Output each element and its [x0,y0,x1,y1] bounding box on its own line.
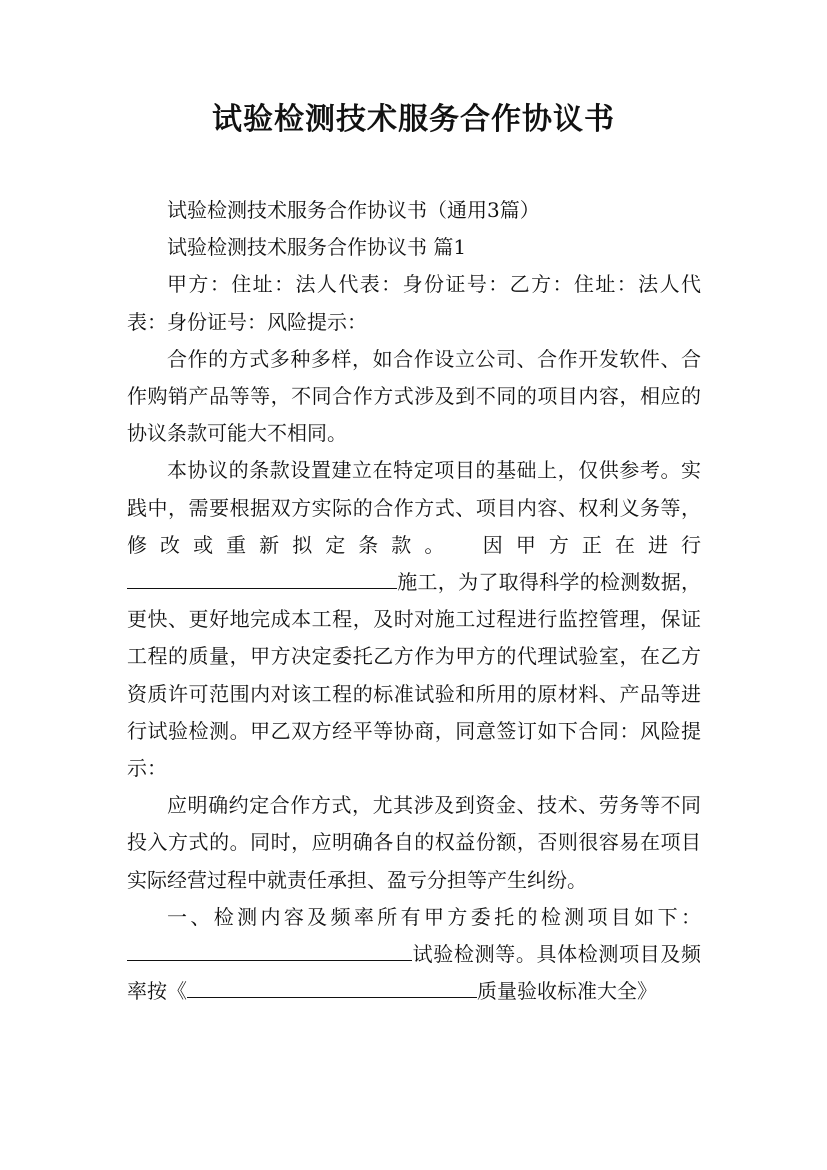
paragraph-risk-notice: 应明确约定合作方式，尤其涉及到资金、技术、劳务等不同投入方式的。同时，应明确各自的权益份额，否则很容易在项目实际经营过程中就责任承担、盈亏分担等产生纠纷。 [127,793,701,892]
paragraph-parties: 甲方：住址：法人代表：身份证号：乙方：住址：法人代表：身份证号：风险提示： [127,272,701,334]
fill-in-blank[interactable] [187,978,477,998]
text-segment: 试验检测等。具体检测项目及频率按《 [127,942,701,1004]
text-segment: 施工，为了取得科学的检测数据，更快、更好地完成本工程，及时对施工过程进行监控管理，保证工程的质量，甲方决定委托乙方作为甲方的代理试验室，在乙方资质许可范围内对该工程的标准试验和所用的原材料、产品等进行试验检测。甲乙双方经平等协商，同意签订如下合同：风险提示： [127,570,701,781]
fill-in-blank[interactable] [127,569,397,589]
paragraph-cooperation-methods: 合作的方式多种多样，如合作设立公司、合作开发软件、合作购销产品等等，不同合作方式涉及到不同的项目内容，相应的协议条款可能大不相同。 [127,346,701,446]
text-segment: 本协议的条款设置建立在特定项目的基础上，仅供参考。实践中，需要根据双方实际的合作方式、项目内容、权利义务等，修改或重新拟定条款。 [127,458,701,557]
document-title: 试验检测技术服务合作协议书 [212,102,615,137]
paragraph-test-items [127,899,701,1011]
document-body [127,192,701,1010]
paragraph-subtitle: 试验检测技术服务合作协议书（通用3篇） [167,198,540,222]
paragraph-agreement-basis [127,452,701,787]
paragraph-section-heading: 试验检测技术服务合作协议书 篇1 [167,235,467,260]
text-segment: 质量验收标准大全》 [477,979,657,1004]
text-segment: 因甲方正在进行 [482,532,702,557]
text-segment: 一、检测内容及频率所有甲方委托的检测项目如下： [167,904,701,929]
fill-in-blank[interactable] [127,941,412,961]
